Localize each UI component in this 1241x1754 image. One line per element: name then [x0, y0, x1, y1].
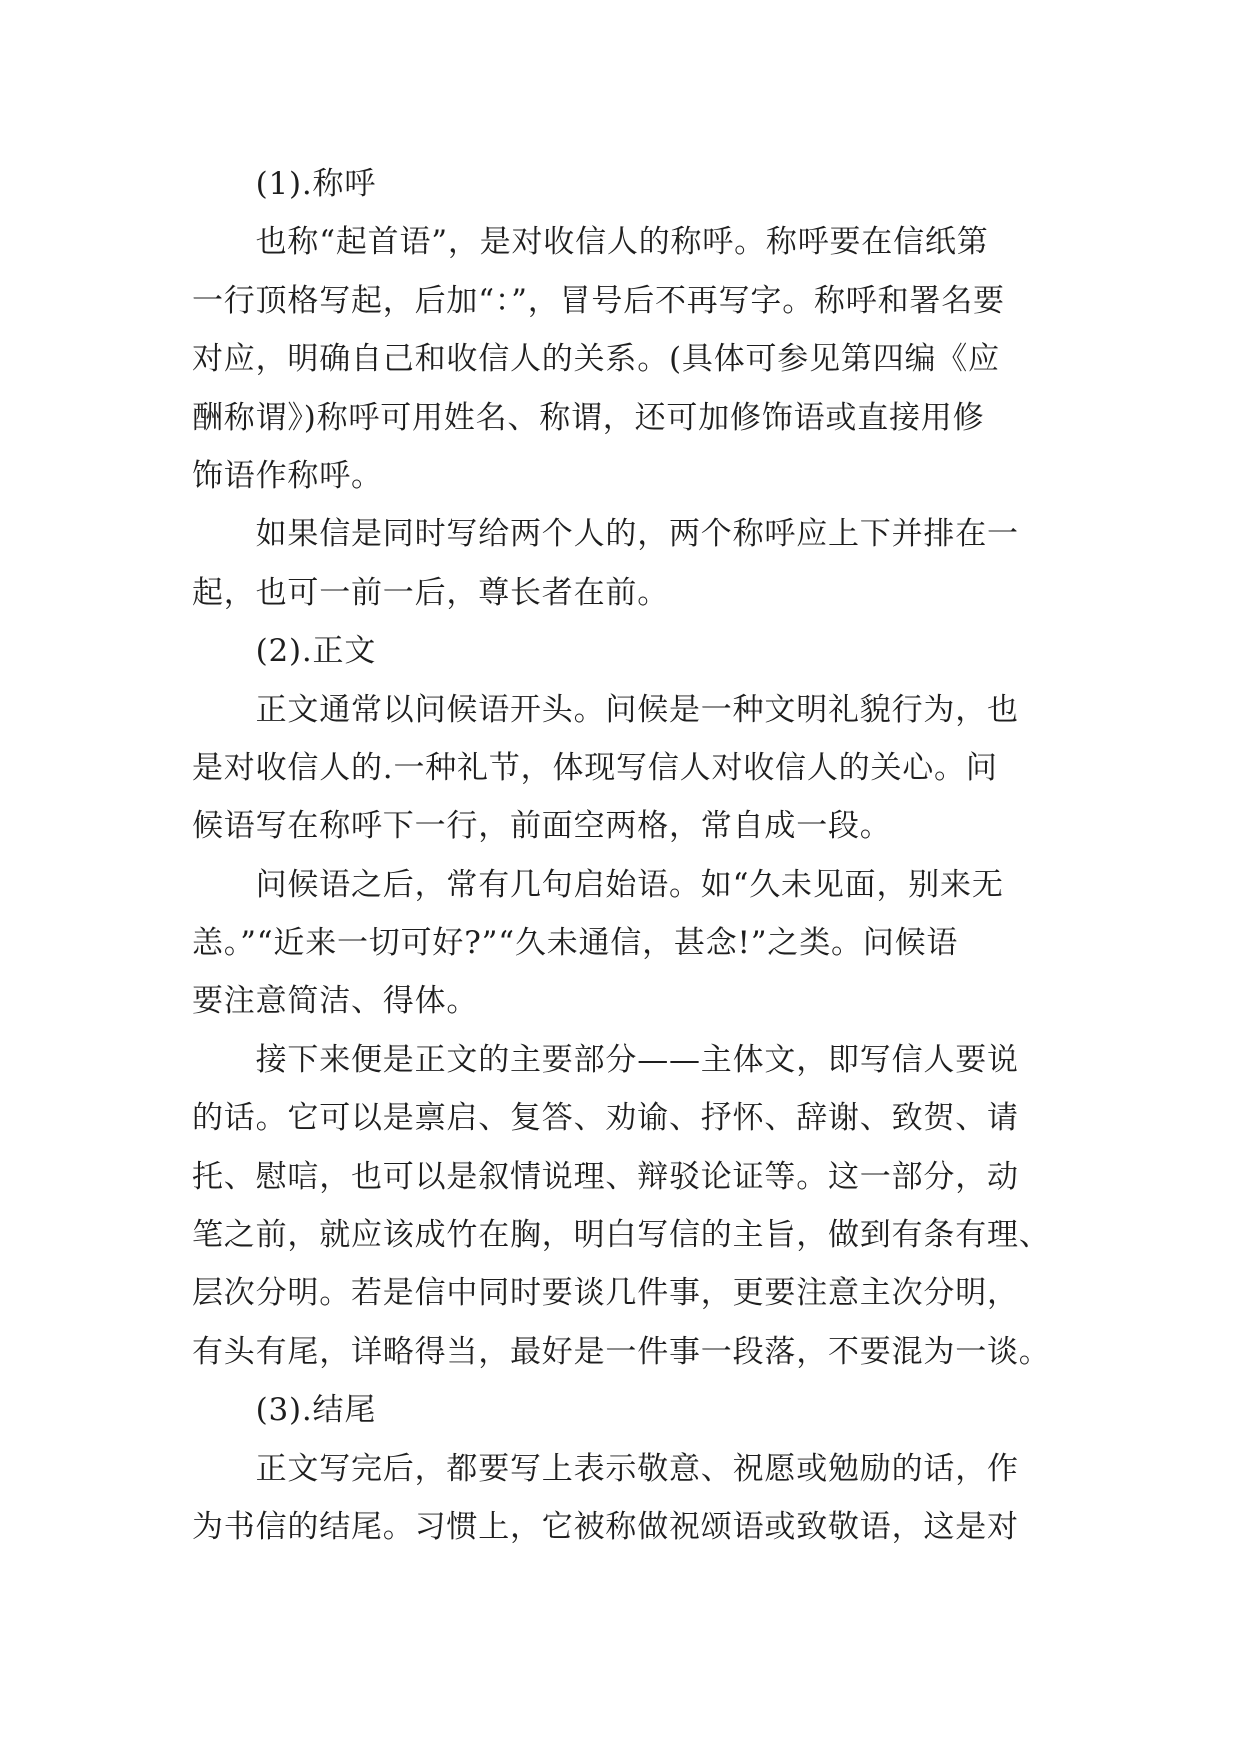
- paragraph: [192, 681, 1072, 856]
- text-line: 问候语之后，常有几句启始语。如“久未见面，别来无: [255, 866, 1004, 903]
- text-line: 为书信的结尾。习惯上，它被称做祝颂语或致敬语，这是对: [192, 1508, 1019, 1545]
- text-line: 层次分明。若是信中同时要谈几件事，更要注意主次分明，: [192, 1275, 1019, 1312]
- paragraph: [192, 505, 1072, 622]
- text-line: 一行顶格写起，后加“：”，冒号后不再写字。称呼和署名要: [192, 282, 1005, 319]
- text-line: 饰语作称呼。: [192, 457, 383, 494]
- section-body-text: [192, 622, 1072, 1381]
- text-line: 正文写完后，都要写上表示敬意、祝愿或勉励的话，作: [255, 1450, 1019, 1487]
- text-line: 如果信是同时写给两个人的，两个称呼应上下并排在一: [255, 516, 1019, 553]
- paragraph: [192, 856, 1072, 1031]
- section-heading: (1).称呼: [255, 166, 377, 202]
- text-line: 的话。它可以是禀启、复答、劝谕、抒怀、辞谢、致贺、请: [192, 1100, 1019, 1137]
- text-line: 酬称谓》)称呼可用姓名、称谓，还可加修饰语或直接用修: [192, 399, 985, 436]
- text-line: 正文通常以问候语开头。问候是一种文明礼貌行为，也: [255, 691, 1019, 728]
- text-line: 也称“起首语”，是对收信人的称呼。称呼要在信纸第: [255, 224, 989, 261]
- text-line: 要注意简洁、得体。: [192, 983, 479, 1020]
- text-line: 托、慰唁，也可以是叙情说理、辩驳论证等。这一部分，动: [192, 1158, 1019, 1195]
- text-line: 笔之前，就应该成竹在胸，明白写信的主旨，做到有条有理、: [192, 1217, 1051, 1254]
- text-line: 起，也可一前一后，尊长者在前。: [192, 574, 669, 611]
- section-heading: (3).结尾: [255, 1392, 377, 1429]
- text-line: 接下来便是正文的主要部分——主体文，即写信人要说: [255, 1041, 1019, 1078]
- text-line: 恙。”“近来一切可好?”“久未通信，甚念!”之类。问候语: [192, 925, 959, 962]
- document-body: [192, 155, 1072, 1556]
- text-line: 候语写在称呼下一行，前面空两格，常自成一段。: [192, 808, 892, 845]
- paragraph: [192, 1031, 1072, 1381]
- section-salutation: [192, 155, 1072, 622]
- section-heading: (2).正文: [255, 633, 377, 670]
- text-line: 对应，明确自己和收信人的关系。(具体可参见第四编《应: [192, 341, 1000, 378]
- text-line: 有头有尾，详略得当，最好是一件事一段落，不要混为一谈。: [192, 1333, 1051, 1370]
- paragraph: [192, 1440, 1072, 1557]
- section-closing: [192, 1381, 1072, 1556]
- text-line: 是对收信人的.一种礼节，体现写信人对收信人的关心。问: [192, 749, 998, 786]
- paragraph: [192, 213, 1072, 505]
